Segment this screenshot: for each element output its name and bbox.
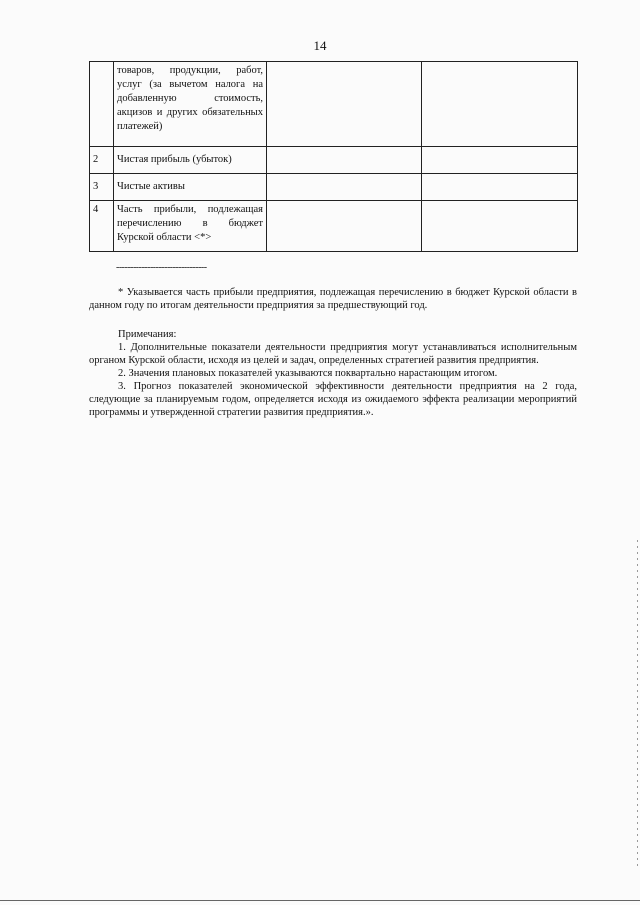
table-row xyxy=(90,62,578,147)
indicator-name: Чистые активы xyxy=(114,174,267,201)
row-number: 3 xyxy=(90,174,114,201)
indicator-name: Чистая прибыль (убыток) xyxy=(114,147,267,174)
indicators-table xyxy=(89,61,578,252)
value-cell xyxy=(422,62,578,147)
note-item: 3. Прогноз показателей экономической эффективности деятельности предприятия на 2 года, следующие за планируемым годом, определяется исходя из ожидаемого эффекта реализации мероприятий программы и утвержденной стратегии развития предприятия.». xyxy=(89,381,577,418)
table-row xyxy=(90,174,578,201)
table-row xyxy=(90,201,578,252)
value-cell xyxy=(422,201,578,252)
value-cell xyxy=(267,201,422,252)
scan-edge-mark xyxy=(637,540,638,870)
row-number xyxy=(90,62,114,147)
footnote-text: * Указывается часть прибыли предприятия, подлежащая перечислению в бюджет Курской области в данном году по итогам деятельности предприятия за предшествующий год. xyxy=(89,287,577,311)
value-cell xyxy=(267,62,422,147)
indicator-name: товаров, продукции, работ, услуг (за вычетом налога на добавленную стоимость, акцизов и других обязательных платежей) xyxy=(114,62,267,147)
notes-title: Примечания: xyxy=(118,329,177,340)
value-cell xyxy=(267,147,422,174)
value-cell xyxy=(422,147,578,174)
footnote-separator: -------------------------------- xyxy=(116,262,207,273)
table-row xyxy=(90,147,578,174)
notes-block xyxy=(89,328,577,419)
row-number: 2 xyxy=(90,147,114,174)
page-number: 14 xyxy=(313,38,327,53)
footnote-block xyxy=(89,286,577,312)
row-number: 4 xyxy=(90,201,114,252)
indicator-name: Часть прибыли, подлежащая перечислению в бюджет Курской области <*> xyxy=(114,201,267,252)
value-cell xyxy=(422,174,578,201)
scan-bottom-edge xyxy=(0,900,640,901)
note-item: 1. Дополнительные показатели деятельности предприятия могут устанавливаться исполнительным органом Курской области, исходя из целей и задач, определенных стратегией развития предприятия. xyxy=(89,342,577,366)
note-item: 2. Значения плановых показателей указываются поквартально нарастающим итогом. xyxy=(118,368,498,379)
value-cell xyxy=(267,174,422,201)
